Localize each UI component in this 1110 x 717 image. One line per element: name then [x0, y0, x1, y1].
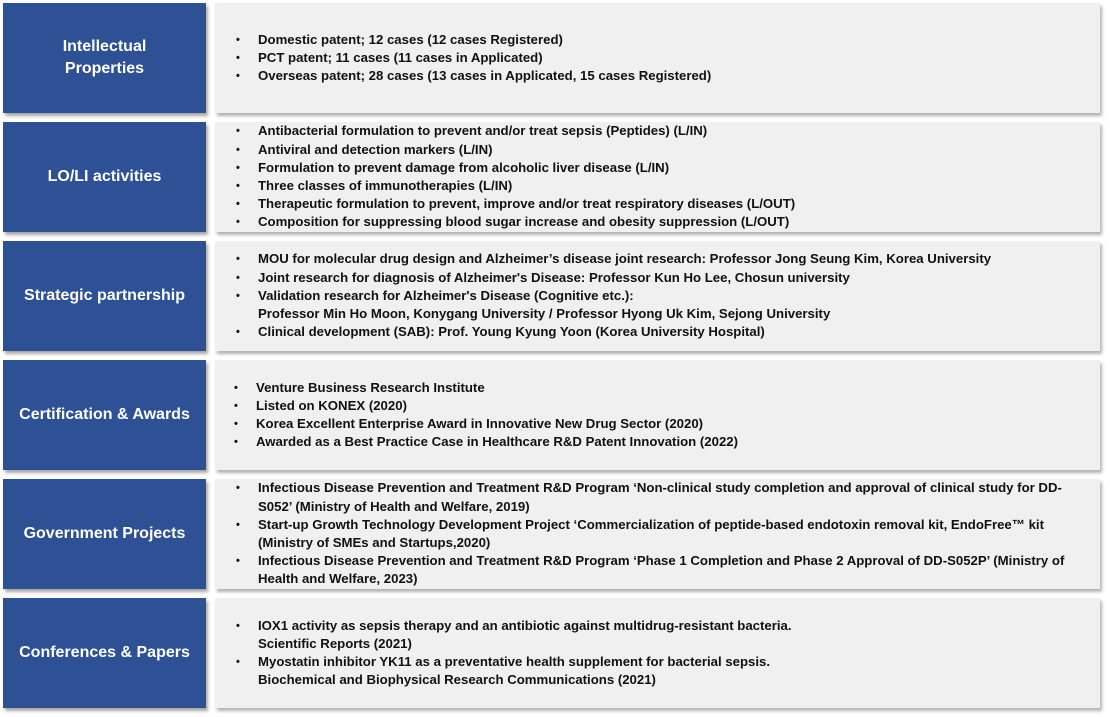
bullet-icon: • — [234, 418, 238, 430]
item-text: IOX1 activity as sepsis therapy and an antibiotic against multidrug-resistant bacteria. — [258, 617, 792, 633]
item-text: Start-up Growth Technology Development Project ‘Commercialization of peptide-based endotoxin removal kit, EndoFree™ kit — [258, 516, 1044, 532]
list-item — [234, 379, 738, 397]
item-text: Formulation to prevent damage from alcoholic liver disease (L/IN) — [258, 159, 670, 175]
bullet-icon: • — [234, 399, 238, 412]
list-item — [236, 617, 792, 653]
list-item — [236, 250, 991, 268]
bullet-icon: • — [234, 436, 238, 449]
section-content — [215, 241, 1100, 351]
section-label: Strategic partnership — [3, 241, 206, 351]
item-text: Infectious Disease Prevention and Treatment R&D Program ‘Phase 1 Completion and Phase 2 Approval of DD-S052P’ (Ministry of — [258, 553, 1065, 569]
bullet-icon: • — [236, 482, 240, 495]
section-row — [3, 3, 1100, 113]
list-item — [236, 67, 711, 85]
list-item — [236, 323, 991, 341]
bullet-list — [215, 617, 792, 690]
item-text: Joint research for diagnosis of Alzheimer's Disease: Professor Kun Ho Lee, Chosun university — [258, 269, 850, 285]
item-text: Clinical development (SAB): Prof. Young Kyung Yoon (Korea University Hospital) — [258, 324, 765, 340]
list-item — [236, 287, 991, 323]
section-label: Certification & Awards — [3, 360, 206, 470]
list-item — [234, 415, 738, 433]
bullet-icon: • — [236, 125, 240, 138]
item-text: Therapeutic formulation to prevent, improve and/or treat respiratory diseases (L/OUT) — [258, 196, 796, 212]
bullet-list — [215, 122, 795, 231]
bullet-icon: • — [236, 289, 240, 302]
section-label: Intellectual Properties — [3, 3, 206, 113]
item-text: Awarded as a Best Practice Case in Healthcare R&D Patent Innovation (2022) — [256, 434, 739, 450]
item-text: Venture Business Research Institute — [256, 379, 485, 395]
item-text: Health and Welfare, 2023) — [258, 571, 418, 587]
list-item — [236, 213, 795, 231]
bullet-icon: • — [236, 518, 240, 531]
list-item — [234, 397, 738, 415]
bullet-icon: • — [236, 216, 240, 229]
item-text: Infectious Disease Prevention and Treatment R&D Program ‘Non-clinical study completion and approval of clinical study for DD- — [258, 480, 1062, 496]
bullet-icon: • — [236, 70, 240, 83]
section-content — [215, 360, 1100, 470]
item-text: Professor Min Ho Moon, Konygang University / Professor Hyong Uk Kim, Sejong University — [258, 306, 831, 322]
list-item — [236, 653, 792, 689]
item-text: Antiviral and detection markers (L/IN) — [258, 141, 493, 157]
item-text: Biochemical and Biophysical Research Communications (2021) — [258, 672, 656, 688]
bullet-icon: • — [236, 143, 240, 156]
list-item — [236, 269, 991, 287]
list-item — [234, 433, 738, 451]
bullet-icon: • — [236, 198, 240, 211]
section-row — [3, 122, 1100, 232]
section-content — [215, 479, 1100, 589]
bullet-list — [215, 379, 738, 452]
list-item — [236, 122, 795, 140]
bullet-icon: • — [236, 271, 240, 284]
item-text: Listed on KONEX (2020) — [256, 397, 407, 413]
section-content — [215, 3, 1100, 113]
item-text: Three classes of immunotherapies (L/IN) — [258, 178, 513, 193]
item-text: MOU for molecular drug design and Alzheimer’s disease joint research: Professor Jong Seung Kim, Korea University — [258, 251, 992, 267]
bullet-icon: • — [236, 253, 240, 266]
item-text: (Ministry of SMEs and Startups,2020) — [258, 535, 491, 550]
list-item — [236, 141, 795, 159]
bullet-icon: • — [236, 326, 240, 339]
section-label: LO/LI activities — [3, 122, 206, 232]
bullet-icon: • — [236, 33, 240, 46]
item-text: Myostatin inhibitor YK11 as a preventative health supplement for bacterial sepsis. — [258, 654, 771, 669]
section-content — [215, 598, 1100, 708]
bullet-icon: • — [236, 161, 240, 174]
list-item — [236, 516, 1064, 552]
bullet-icon: • — [236, 555, 240, 568]
section-row — [3, 479, 1100, 589]
bullet-list — [215, 250, 991, 341]
item-text: Scientific Reports (2021) — [258, 635, 412, 651]
list-item — [236, 479, 1064, 515]
section-label: Government Projects — [3, 479, 206, 589]
list-item — [236, 31, 711, 49]
bullet-list — [215, 31, 711, 86]
item-text: Validation research for Alzheimer's Disease (Cognitive etc.): — [258, 287, 634, 303]
item-text: Composition for suppressing blood sugar increase and obesity suppression (L/OUT) — [258, 214, 790, 230]
bullet-icon: • — [236, 180, 240, 192]
section-row — [3, 598, 1100, 708]
item-text: Korea Excellent Enterprise Award in Innovative New Drug Sector (2020) — [256, 416, 704, 431]
bullet-icon: • — [236, 51, 240, 64]
item-text: Antibacterial formulation to prevent and/or treat sepsis (Peptides) (L/IN) — [258, 123, 708, 139]
item-text: Overseas patent; 28 cases (13 cases in Applicated, 15 cases Registered) — [258, 68, 712, 84]
item-text: PCT patent; 11 cases (11 cases in Applicated) — [258, 49, 543, 65]
list-item — [236, 552, 1064, 588]
bullet-icon: • — [234, 381, 238, 394]
list-item — [236, 177, 795, 195]
bullet-list — [215, 479, 1064, 588]
item-text: S052’ (Ministry of Health and Welfare, 2019) — [258, 498, 530, 514]
section-row — [3, 360, 1100, 470]
section-label: Conferences & Papers — [3, 598, 206, 708]
bullet-icon: • — [236, 619, 240, 632]
list-item — [236, 49, 711, 67]
list-item — [236, 195, 795, 213]
item-text: Domestic patent; 12 cases (12 cases Registered) — [258, 31, 563, 47]
bullet-icon: • — [236, 656, 240, 668]
section-row — [3, 241, 1100, 351]
list-item — [236, 159, 795, 177]
section-content — [215, 122, 1100, 232]
